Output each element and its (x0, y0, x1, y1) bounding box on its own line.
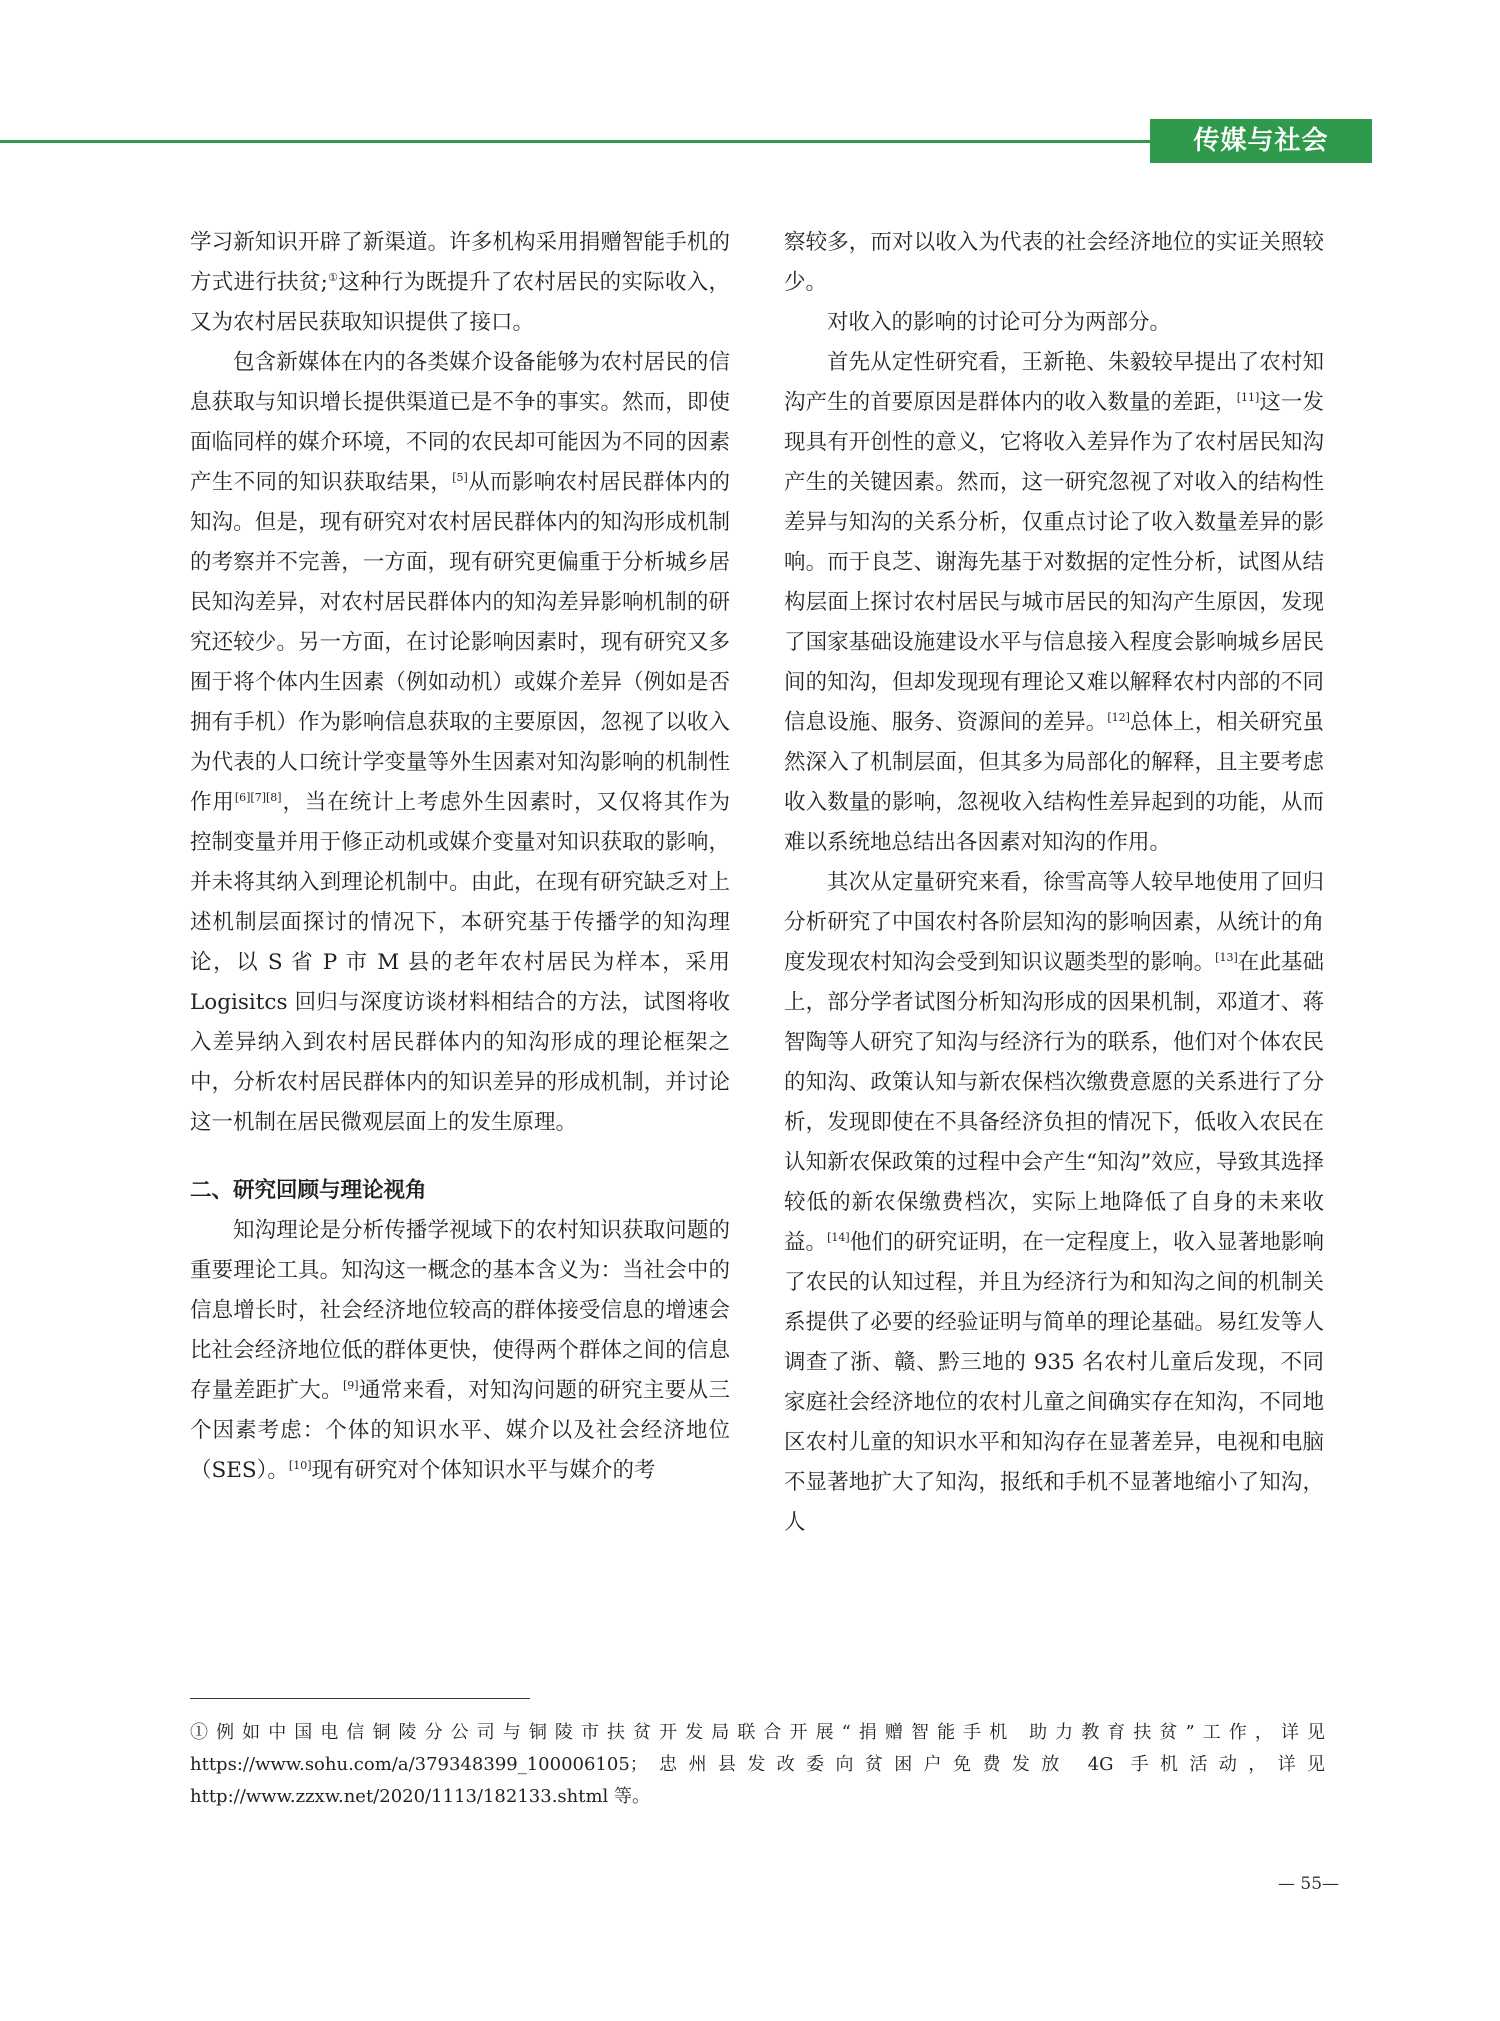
citation-marker: [12] (1107, 710, 1130, 724)
left-column (190, 223, 730, 1491)
footnote-rule (190, 1698, 530, 1699)
section-heading: 二、研究回顾与理论视角 (190, 1178, 427, 1203)
paragraph-text: 其次从定量研究来看，徐雪高等人较早地使用了回归分析研究了中国农村各阶层知沟的影响因素，从统计的角度发现农村知沟会受到知识议题类型的影响。 (784, 870, 1324, 975)
citation-marker: [6][7][8] (234, 790, 282, 804)
footnote: ①例如中国电信铜陵分公司与铜陵市扶贫开发局联合开展“捐赠智能手机 助力教育扶贫”工作，详见 https://www.sohu.com/a/379348399_100006105；忠州县发改委向贫困户免费发放 4G 手机活动，详见 http://www.zzxw.net/2020/1113/182133.shtml 等。 (190, 1722, 1325, 1807)
paragraph-text: 通常来看，对知沟问题的研究主要从三个因素考虑：个体的知识水平、媒介以及社会经济地位（SES）。 (190, 1378, 730, 1483)
paragraph-text: 总体上，相关研究虽然深入了机制层面，但其多为局部化的解释，且主要考虑收入数量的影响，忽视收入结构性差异起到的功能，从而难以系统地总结出各因素对知沟的作用。 (784, 710, 1324, 855)
paragraph-text: 包含新媒体在内的各类媒介设备能够为农村居民的信息获取与知识增长提供渠道已是不争的事实。然而，即使面临同样的媒介环境，不同的农民却可能因为不同的因素产生不同的知识获取结果， (190, 350, 730, 495)
paragraph: 对收入的影响的讨论可分为两部分。 (827, 310, 1172, 335)
paragraph (190, 343, 730, 1143)
paragraph (784, 343, 1324, 863)
paragraph-text: 知沟理论是分析传播学视域下的农村知识获取问题的重要理论工具。知沟这一概念的基本含义为：当社会中的信息增长时，社会经济地位较高的群体接受信息的增速会比社会经济地位低的群体更快，使得两个群体之间的信息存量差距扩大。 (190, 1218, 730, 1403)
paragraph-text: 现有研究对个体知识水平与媒介的考 (311, 1458, 656, 1483)
page-number: — 55— (1278, 1874, 1340, 1894)
footnote-marker: ① (327, 270, 339, 284)
citation-marker: [14] (827, 1230, 850, 1244)
citation-marker: [13] (1215, 950, 1238, 964)
paragraph-text: 首先从定性研究看，王新艳、朱毅较早提出了农村知沟产生的首要原因是群体内的收入数量的差距， (784, 350, 1324, 415)
header-rule (0, 140, 1150, 143)
paragraph-text: 学习新知识开辟了新渠道。许多机构采用捐赠智能手机的方式进行扶贫; (190, 230, 730, 295)
paragraph-text: 他们的研究证明，在一定程度上，收入显著地影响了农民的认知过程，并且为经济行为和知沟之间的机制关系提供了必要的经验证明与简单的理论基础。易红发等人调查了浙、赣、黔三地的 935 名农村儿童后发现，不同家庭社会经济地位的农村儿童之间确实存在知沟，不同地区农村儿童的知识水平和知沟存在显著差异，电视和电脑不显著地扩大了知沟，报纸和手机不显著地缩小了知沟，人 (784, 1230, 1324, 1535)
paragraph-text: 在此基础上，部分学者试图分析知沟形成的因果机制，邓道才、蒋智陶等人研究了知沟与经济行为的联系，他们对个体农民的知沟、政策认知与新农保档次缴费意愿的关系进行了分析，发现即使在不具备经济负担的情况下，低收入农民在认知新农保政策的过程中会产生“知沟”效应，导致其选择较低的新农保缴费档次，实际上地降低了自身的未来收益。 (784, 950, 1324, 1255)
paragraph (190, 223, 730, 343)
paragraph-text: 这一发现具有开创性的意义，它将收入差异作为了农村居民知沟产生的关键因素。然而，这一研究忽视了对收入的结构性差异与知沟的关系分析，仅重点讨论了收入数量差异的影响。而于良芝、谢海先基于对数据的定性分析，试图从结构层面上探讨农村居民与城市居民的知沟产生原因，发现了国家基础设施建设水平与信息接入程度会影响城乡居民间的知沟，但却发现现有理论又难以解释农村内部的不同信息设施、服务、资源间的差异。 (784, 390, 1324, 735)
paragraph (784, 863, 1324, 1543)
citation-marker: [10] (288, 1458, 312, 1472)
citation-marker: [5] (452, 470, 468, 484)
citation-marker: [11] (1236, 390, 1260, 404)
paragraph (190, 1211, 730, 1491)
paragraph-text: 这种行为既提升了农村居民的实际收入，又为农村居民获取知识提供了接口。 (190, 270, 730, 335)
right-column (784, 223, 1324, 1543)
paragraph-text: 从而影响农村居民群体内的知沟。但是，现有研究对农村居民群体内的知沟形成机制的考察并不完善，一方面，现有研究更偏重于分析城乡居民知沟差异，对农村居民群体内的知沟差异影响机制的研究还较少。另一方面，在讨论影响因素时，现有研究又多囿于将个体内生因素（例如动机）或媒介差异（例如是否拥有手机）作为影响信息获取的主要原因，忽视了以收入为代表的人口统计学变量等外生因素对知沟影响的机制性作用 (190, 470, 730, 815)
citation-marker: [9] (342, 1378, 359, 1392)
section-label: 传媒与社会 (1150, 119, 1372, 163)
paragraph: 察较多，而对以收入为代表的社会经济地位的实证关照较少。 (784, 230, 1324, 295)
paragraph-text: ，当在统计上考虑外生因素时，又仅将其作为控制变量并用于修正动机或媒介变量对知识获取的影响，并未将其纳入到理论机制中。由此，在现有研究缺乏对上述机制层面探讨的情况下，本研究基于传播学的知沟理论，以 S 省 P 市 M 县的老年农村居民为样本，采用 Logisitcs 回归与深度访谈材料相结合的方法，试图将收入差异纳入到农村居民群体内的知沟形成的理论框架之中，分析农村居民群体内的知识差异的形成机制，并讨论这一机制在居民微观层面上的发生原理。 (190, 790, 730, 1135)
